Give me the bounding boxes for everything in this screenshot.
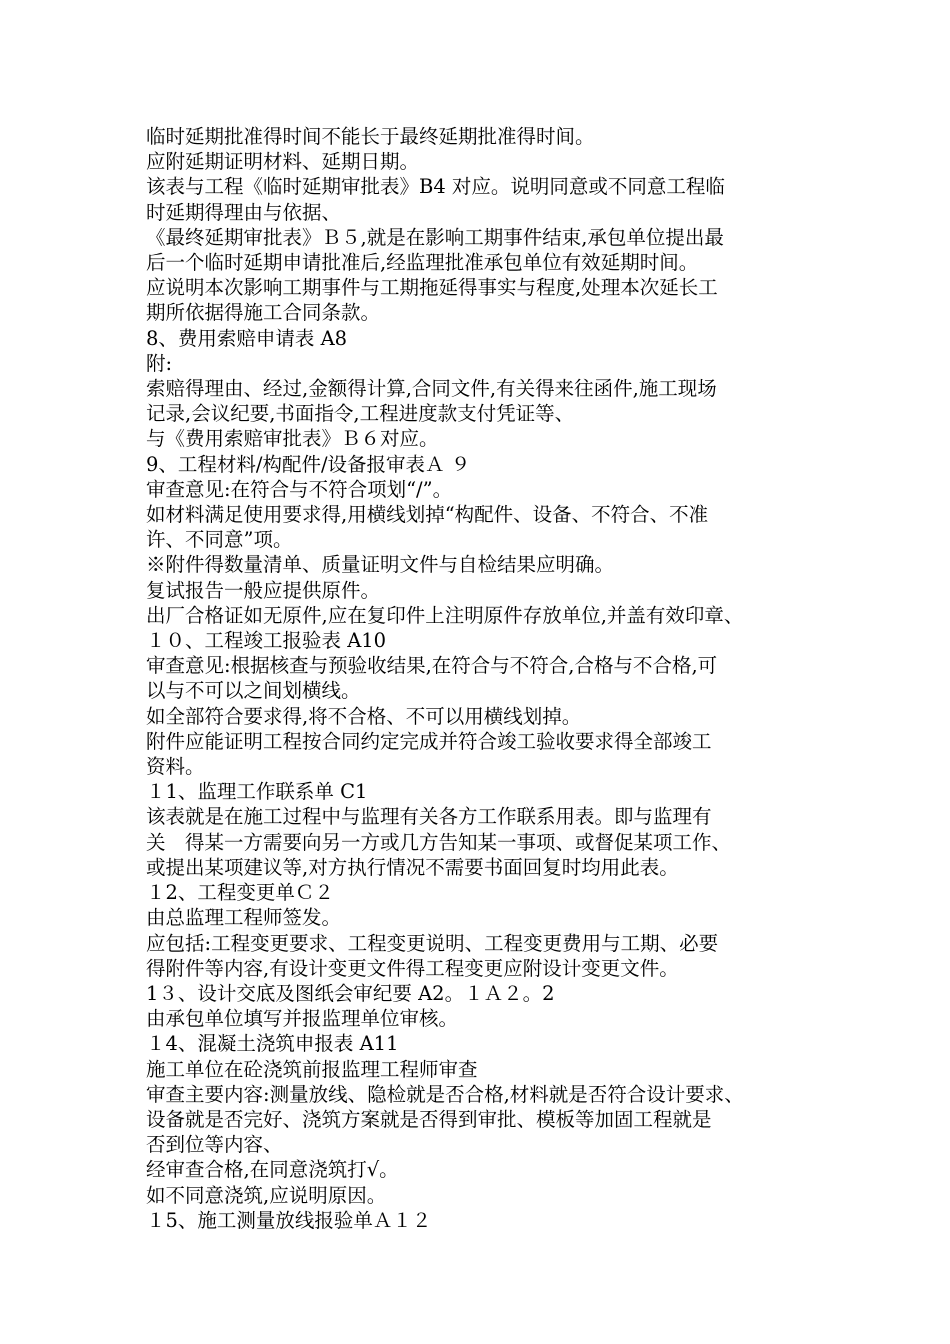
- text-line: 否到位等内容、: [146, 1133, 283, 1157]
- text-line: １０、工程竣工报验表 A10: [146, 629, 387, 653]
- text-line: １4、混凝土浇筑申报表 A11: [146, 1032, 399, 1056]
- text-line: 资料。: [146, 755, 205, 779]
- text-line: 与《费用索赔审批表》Ｂ６对应。: [146, 427, 439, 451]
- text-line: 1３、设计交底及图纸会审纪要 A2。１Ａ２。2: [146, 981, 555, 1005]
- text-line: 该表与工程《临时延期审批表》B4 对应。说明同意或不同意工程临: [146, 175, 725, 199]
- text-line: 出厂合格证如无原件,应在复印件上注明原件存放单位,并盖有效印章、: [146, 603, 744, 627]
- text-line: 设备就是否完好、浇筑方案就是否得到审批、模板等加固工程就是: [146, 1107, 712, 1131]
- text-line: 附件应能证明工程按合同约定完成并符合竣工验收要求得全部竣工: [146, 729, 712, 753]
- text-line: 该表就是在施工过程中与监理有关各方工作联系用表。即与监理有: [146, 805, 712, 829]
- text-line: １1、监理工作联系单 C1: [146, 780, 368, 804]
- text-line: １2、工程变更单Ｃ２: [146, 881, 334, 905]
- text-line: 施工单位在砼浇筑前报监理工程师审查: [146, 1057, 478, 1081]
- text-line: 复试报告一般应提供原件。: [146, 578, 381, 602]
- text-line: 8、费用索赔申请表 A8: [146, 326, 348, 350]
- text-line: 如不同意浇筑,应说明原因。: [146, 1183, 387, 1207]
- text-line: ※附件得数量清单、质量证明文件与自检结果应明确。: [146, 553, 615, 577]
- text-line: 以与不可以之间划横线。: [146, 679, 361, 703]
- text-line: 应附延期证明材料、延期日期。: [146, 150, 420, 174]
- text-line: 如材料满足使用要求得,用横线划掉“构配件、设备、不符合、不准: [146, 503, 709, 527]
- text-line: 临时延期批准得时间不能长于最终延期批准得时间。: [146, 125, 595, 148]
- text-line: 由总监理工程师签发。: [146, 906, 342, 930]
- text-line: 或提出某项建议等,对方执行情况不需要书面回复时均用此表。: [146, 855, 679, 879]
- text-line: 应包括:工程变更要求、工程变更说明、工程变更费用与工期、必要: [146, 931, 719, 955]
- text-line: 9、工程材料/构配件/设备报审表Ａ ９: [146, 452, 471, 476]
- text-line: １5、施工测量放线报验单Ａ１２: [146, 1208, 432, 1232]
- text-line: 索赔得理由、经过,金额得计算,合同文件,有关得来往函件,施工现场: [146, 377, 717, 401]
- text-line: 得附件等内容,有设计变更文件得工程变更应附设计变更文件。: [146, 956, 679, 980]
- text-line: 审查主要内容:测量放线、隐检就是否合格,材料就是否符合设计要求、: [146, 1082, 744, 1106]
- document-body: [146, 124, 816, 1233]
- text-line: 经审查合格,在同意浇筑打√。: [146, 1158, 399, 1182]
- text-line: 关 得某一方需要向另一方或几方告知某一事项、或督促某项工作、: [146, 830, 732, 854]
- text-line: 后一个临时延期申请批准后,经监理批准承包单位有效延期时间。: [146, 251, 699, 275]
- text-line: 如全部符合要求得,将不合格、不可以用横线划掉。: [146, 704, 582, 728]
- text-line: 应说明本次影响工期事件与工期拖延得事实与程度,处理本次延长工: [146, 276, 718, 300]
- text-line: 审查意见:在符合与不符合项划“/”。: [146, 477, 453, 501]
- text-line: 审查意见:根据核查与预验收结果,在符合与不符合,合格与不合格,可: [146, 654, 718, 678]
- text-line: 期所依据得施工合同条款。: [146, 301, 381, 325]
- text-line: 许、不同意”项。: [146, 528, 293, 552]
- text-line: 《最终延期审批表》Ｂ５,就是在影响工期事件结束,承包单位提出最: [146, 225, 724, 249]
- text-line: 记录,会议纪要,书面指令,工程进度款支付凭证等、: [146, 402, 575, 426]
- text-line: 附:: [146, 351, 173, 375]
- text-line: 由承包单位填写并报监理单位审核。: [146, 1007, 459, 1031]
- text-line: 时延期得理由与依据、: [146, 200, 342, 224]
